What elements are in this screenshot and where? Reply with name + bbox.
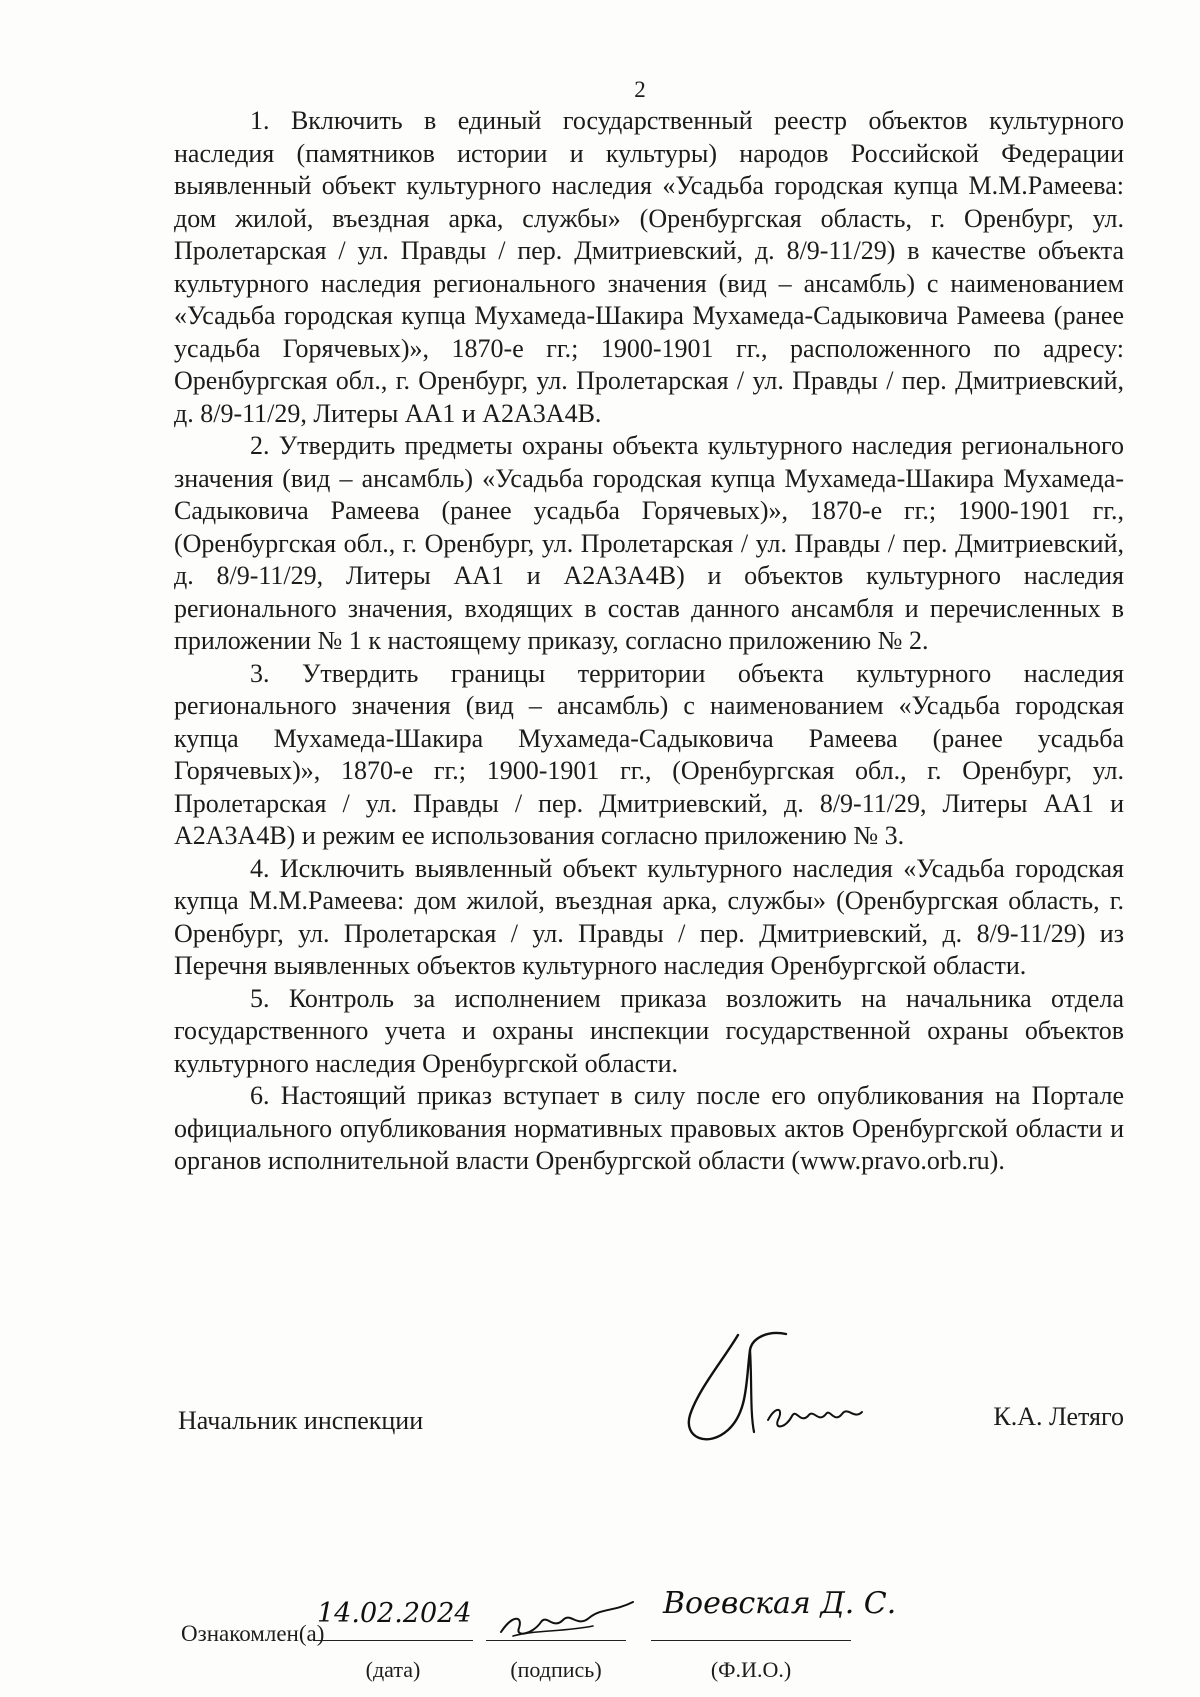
date-line	[313, 1640, 473, 1641]
name-caption: (Ф.И.О.)	[710, 1657, 792, 1682]
clause-4: 4. Исключить выявленный объект культурного наследия «Усадьба городская купца М.М.Рамеева: дом жилой, въездная арка, службы» (Оренбургская область, г. Оренбург, ул. Пролетарская / ул. Правды / пер. Дмитриевский, д. 8/9-11/29) из Перечня выявленных объектов культурного наследия Оренбургской области.	[174, 853, 1124, 980]
acknowledgement-block	[181, 1586, 1081, 1682]
handwritten-date: 14.02.2024	[317, 1598, 472, 1629]
signatory-title: Начальник инспекции	[178, 1406, 424, 1435]
clause-6: 6. Настоящий приказ вступает в силу после его опубликования на Портале официального опубликования нормативных правовых актов Оренбургской области и органов исполнительной власти Оренбургской области (www.pravo.orb.ru).	[174, 1081, 1124, 1175]
handwritten-name: Воевская Д. С.	[663, 1586, 897, 1621]
order-body	[174, 105, 1124, 1178]
page-number: 2	[634, 77, 646, 102]
acknowledgement-label: Ознакомлен(а)	[181, 1621, 325, 1646]
acknowledgement-signature	[493, 1594, 643, 1644]
date-caption: (дата)	[365, 1657, 421, 1682]
signature-line	[486, 1640, 626, 1641]
clause-1: 1. Включить в единый государственный реестр объектов культурного наследия (памятников истории и культуры) народов Российской Федерации выявленный объект культурного наследия «Усадьба городская купца М.М.Рамеева: дом жилой, въездная арка, службы» (Оренбургская область, г. Оренбург, ул. Пролетарская / ул. Правды / пер. Дмитриевский, д. 8/9-11/29) в качестве объекта культурного наследия регионального значения (вид – ансамбль) с наименованием «Усадьба городская купца Мухамеда-Шакира Мухамеда-Садыковича Рамеева (ранее усадьба Горячевых)», 1870-е гг.; 1900-1901 гг., расположенного по адресу: Оренбургская обл., г. Оренбург, ул. Пролетарская / ул. Правды / пер. Дмитриевский, д. 8/9-11/29, Литеры АА1 и А2А3А4В.	[174, 106, 1124, 428]
signature-block	[178, 1375, 1124, 1455]
clause-2: 2. Утвердить предметы охраны объекта культурного наследия регионального значения (вид – ансамбль) «Усадьба городская купца Мухамеда-Шакира Мухамеда-Садыковича Рамеева (ранее усадьба Горячевых)», 1870-е гг.; 1900-1901 гг., (Оренбургская обл., г. Оренбург, ул. Пролетарская / ул. Правды / пер. Дмитриевский, д. 8/9-11/29, Литеры АА1 и А2А3А4В) и объектов культурного наследия регионального значения, входящих в состав данного ансамбля и перечисленных в приложении № 1 к настоящему приказу, согласно приложению № 2.	[174, 431, 1124, 655]
signature-caption: (подпись)	[510, 1657, 602, 1682]
clause-5: 5. Контроль за исполнением приказа возложить на начальника отдела государственного учета и охраны инспекции государственной охраны объектов культурного наследия Оренбургской области.	[174, 983, 1124, 1078]
handwritten-signature	[668, 1320, 888, 1460]
clause-3: 3. Утвердить границы территории объекта культурного наследия регионального значения (вид – ансамбль) с наименованием «Усадьба городская купца Мухамеда-Шакира Мухамеда-Садыковича Рамеева (ранее усадьба Горячевых)», 1870-е гг.; 1900-1901 гг., (Оренбургская обл., г. Оренбург, ул. Пролетарская / ул. Правды / пер. Дмитриевский, д. 8/9-11/29, Литеры АА1 и А2А3А4В) и режим ее использования согласно приложению № 3.	[174, 658, 1124, 850]
name-line	[651, 1640, 851, 1641]
signatory-name: К.А. Летяго	[993, 1402, 1124, 1431]
